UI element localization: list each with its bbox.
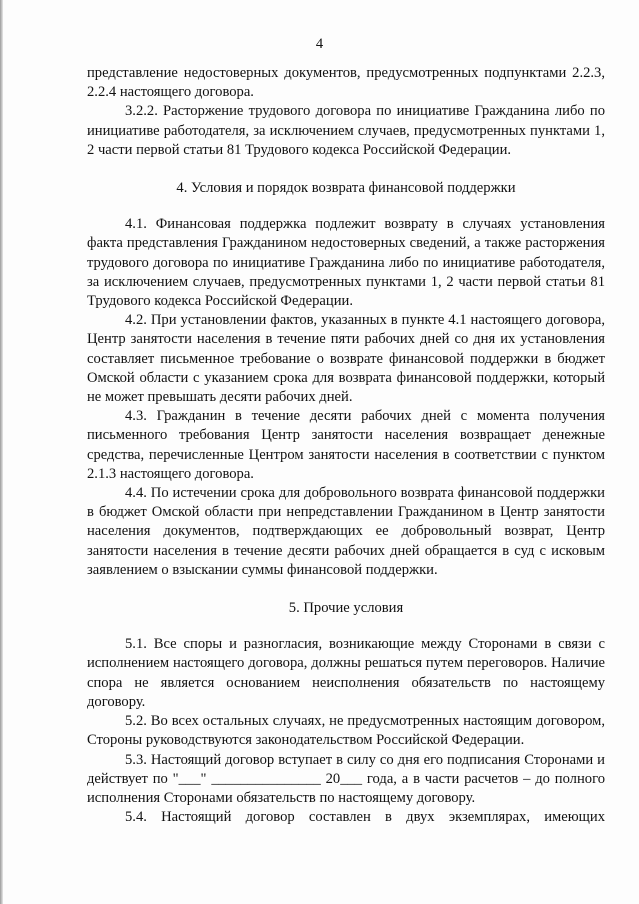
paragraph-4-2: 4.2. При установлении фактов, указанных в пункте 4.1 настоящего договора, Центр занятости населения в течение пяти рабочих дней со дня их установления составляет письменное требование о возврате финансовой поддержки в бюджет Омской области с указанием срока для возврата финансовой поддержки, который не может превышать десяти рабочих дней. xyxy=(87,312,605,406)
paragraph-5-3: 5.3. Настоящий договор вступает в силу со дня его подписания Сторонами и действует по "___" _______________ 20___ года, а в части расчетов – до полного исполнения Сторонами обязательств по настоящему договору. xyxy=(87,751,605,806)
page-left-edge xyxy=(0,0,3,904)
paragraph-5-2: 5.2. Во всех остальных случаях, не предусмотренных настоящим договором, Стороны руководствуются законодательством Российской Федерации. xyxy=(87,713,605,749)
paragraph-4-4: 4.4. По истечении срока для добровольного возврата финансовой поддержки в бюджет Омской области при непредставлении Гражданином в Центр занятости населения документов, подтверждающих ее добровольный возврат, Центр занятости населения в течение десяти рабочих дней обращается в суд с исковым заявлением о взыскании суммы финансовой поддержки. xyxy=(87,485,605,578)
paragraph-4-1: 4.1. Финансовая поддержка подлежит возврату в случаях установления факта представления Гражданином недостоверных сведений, а также расторжения трудового договора по инициативе Гражданина либо по инициативе работодателя, за исключением случаев, предусмотренных пунктами 1, 2 части первой статьи 81 Трудового кодекса Российской Федерации. xyxy=(87,216,605,310)
paragraph-3-2-2: 3.2.2. Расторжение трудового договора по инициативе Гражданина либо по инициативе работодателя, за исключением случаев, предусмотренных пунктами 1, 2 части первой статьи 81 Трудового кодекса Российской Федерации. xyxy=(87,103,605,158)
paragraph-continuation: представление недостоверных документов, предусмотренных подпунктами 2.2.3, 2.2.4 настоящего договора. xyxy=(87,65,605,101)
paragraph-4-3: 4.3. Гражданин в течение десяти рабочих дней с момента получения письменного требования Центр занятости населения возвращает денежные средства, перечисленные Центром занятости населения в соответствии с пунктом 2.1.3 настоящего договора. xyxy=(87,408,605,482)
section-heading-5: 5. Прочие условия xyxy=(288,600,404,617)
section-heading-4: 4. Условия и порядок возврата финансовой поддержки xyxy=(176,180,516,197)
page-number: 4 xyxy=(315,36,324,52)
document-body xyxy=(87,64,605,827)
paragraph-5-1: 5.1. Все споры и разногласия, возникающие между Сторонами в связи с исполнением настоящего договора, должны решаться путем переговоров. Наличие спора не является основанием неисполнения обязательств по настоящему договору. xyxy=(87,636,605,710)
paragraph-5-4: 5.4. Настоящий договор составлен в двух экземплярах, имеющих xyxy=(125,809,605,826)
